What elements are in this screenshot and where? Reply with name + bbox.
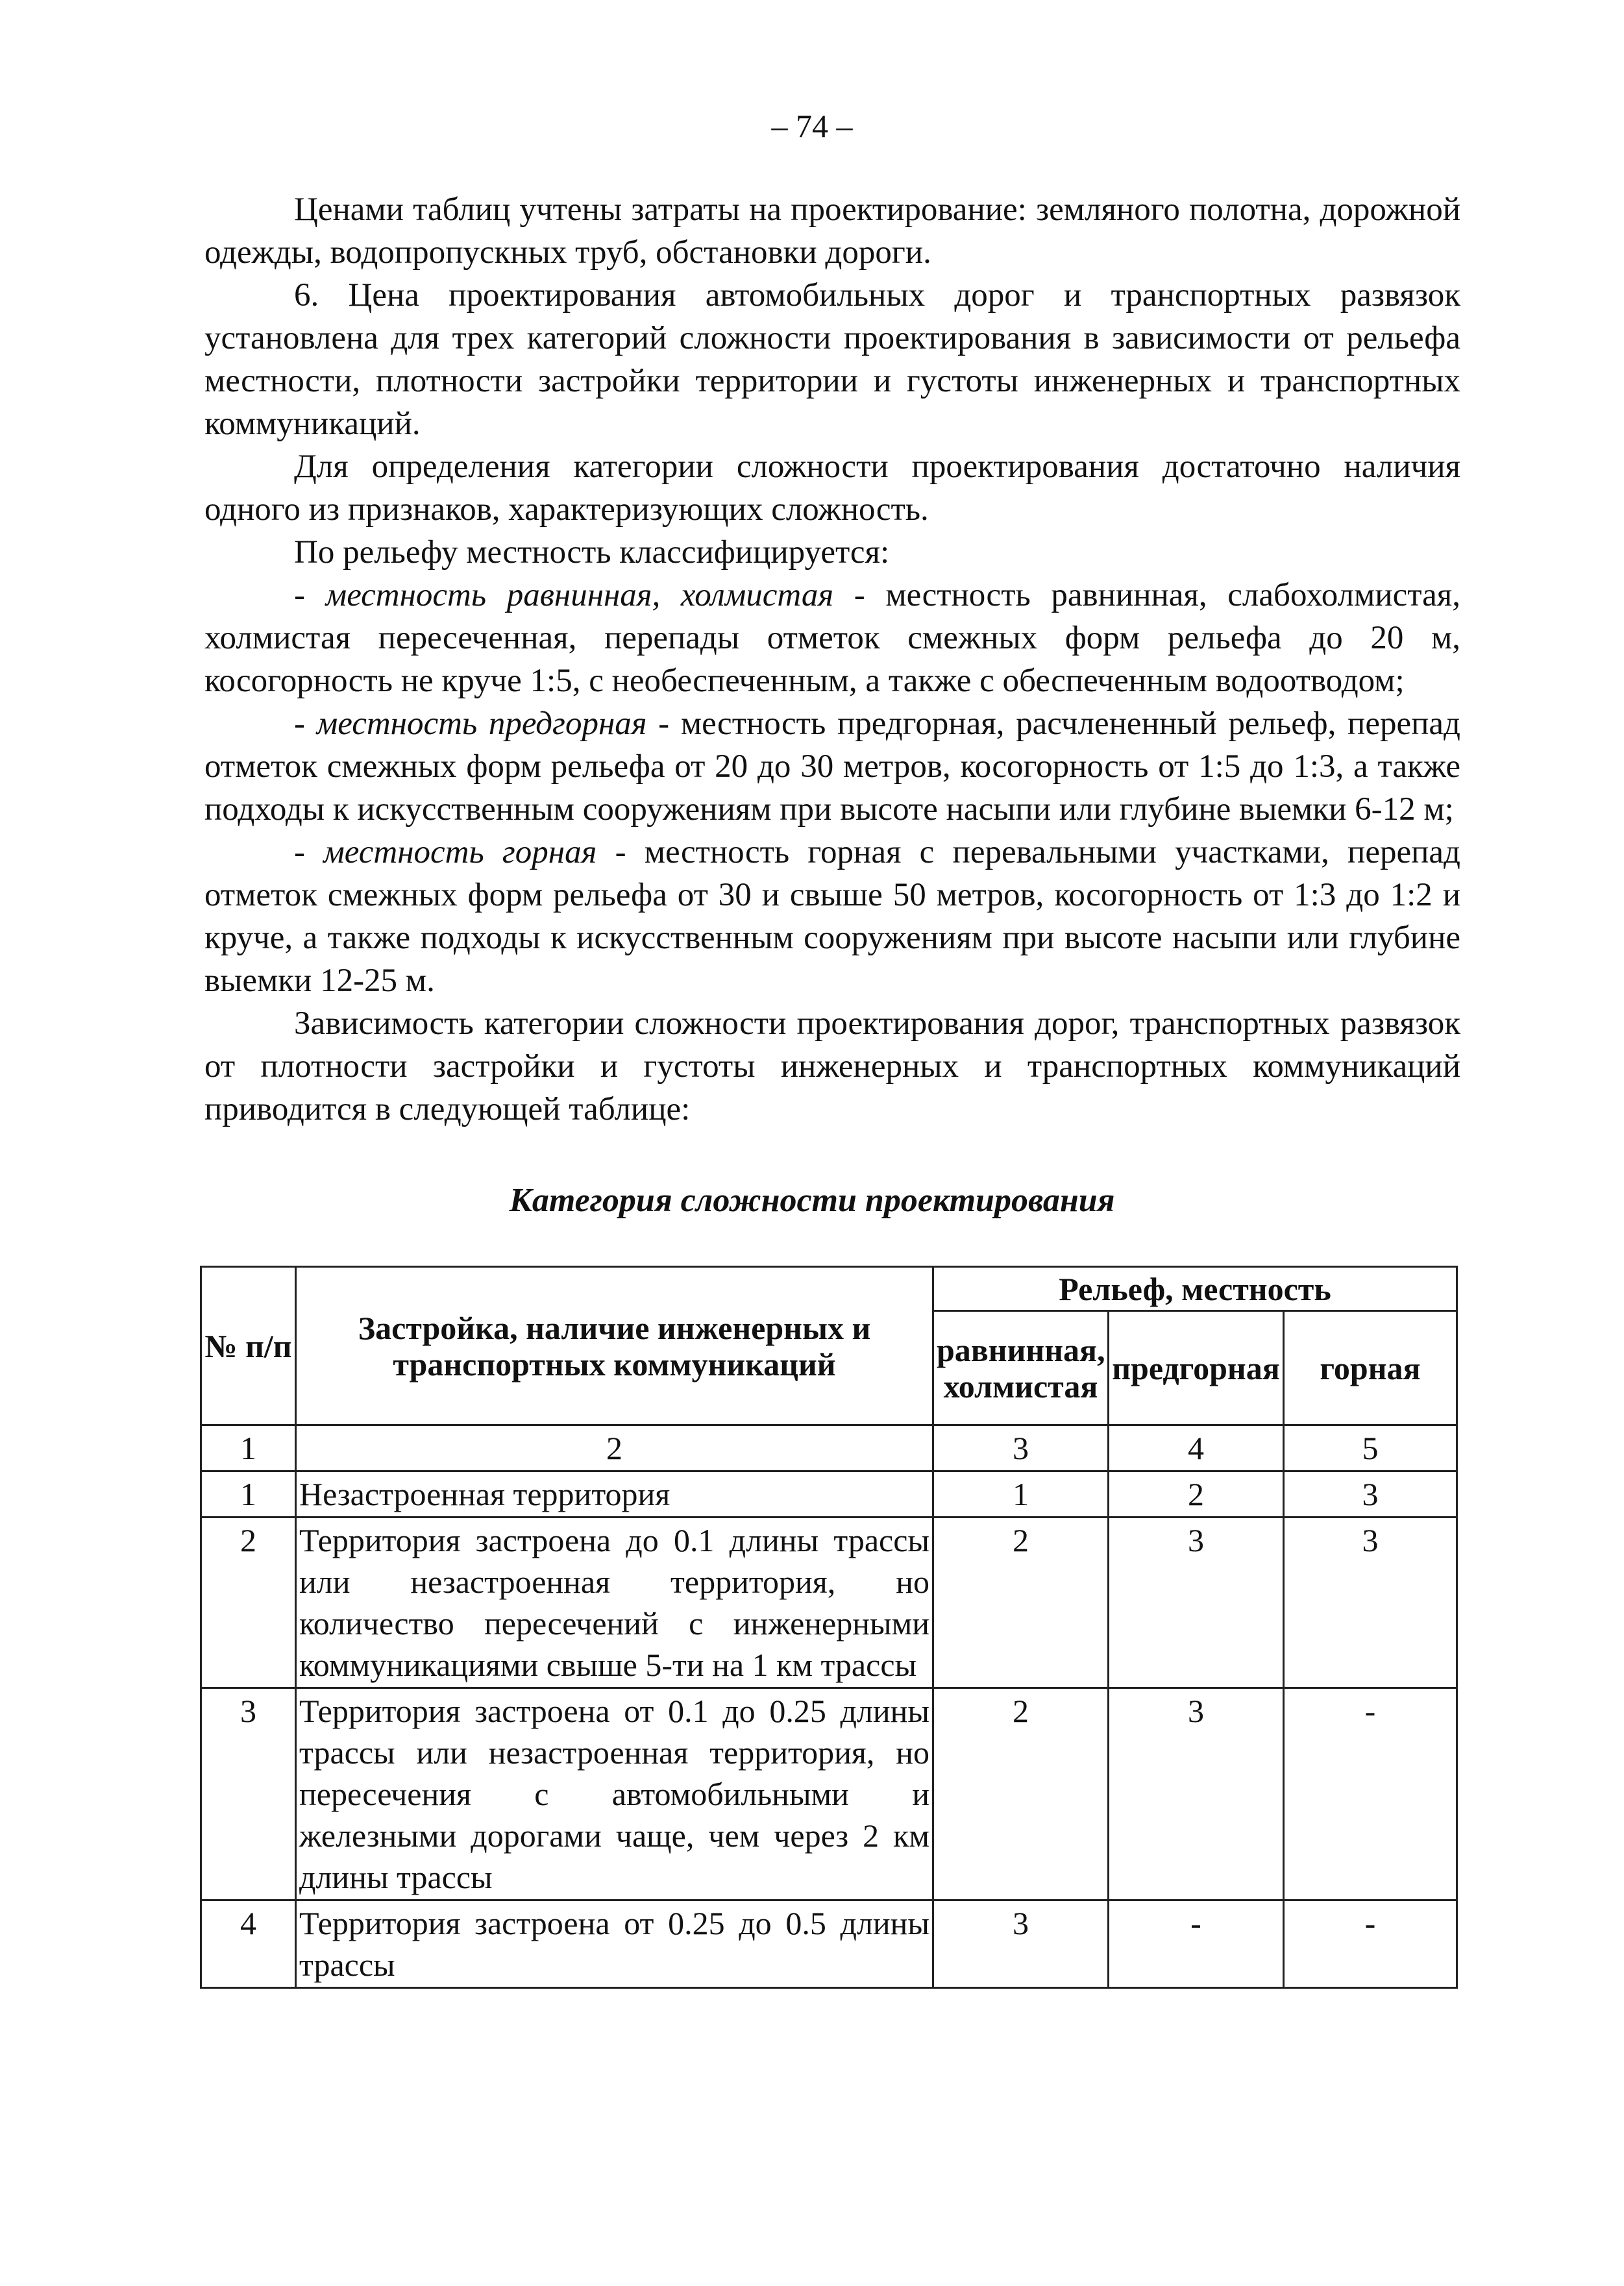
header-relief: Рельеф, местность bbox=[933, 1267, 1457, 1311]
row-mountain: 3 bbox=[1284, 1518, 1457, 1688]
column-number: 1 bbox=[201, 1425, 296, 1471]
paragraph-item-6: 6. Цена проектирования автомобильных дорог и транспортных развязок установлена для трех категорий сложности проектирования в зависимости от рельефа местности, плотности застройки территории и густоты инженерных и транспортных коммуникаций. bbox=[204, 277, 1460, 442]
table-title: Категория сложности проектирования bbox=[509, 1182, 1115, 1219]
row-mountain: - bbox=[1284, 1900, 1457, 1988]
row-number: 1 bbox=[201, 1471, 296, 1518]
text-flat: - местность равнинная, слабохолмистая, холмистая пересеченная, перепады отметок смежных форм рельефа до 20 м, косогорность не круче 1:5, с необеспеченным, а также с обеспеченным водоотводом; bbox=[204, 577, 1460, 699]
table-row bbox=[201, 1900, 1457, 1988]
row-foothill: - bbox=[1109, 1900, 1284, 1988]
complexity-table bbox=[200, 1266, 1458, 1989]
paragraph-foothill-terrain bbox=[204, 702, 1460, 831]
text-foothill: - местность предгорная, расчлененный рельеф, перепад отметок смежных форм рельефа от 20 до 30 метров, косогорность от 1:5 до 1:3, а также подходы к искусственным сооружениям при высоте насыпи или глубине выемки 6-12 м; bbox=[204, 706, 1460, 828]
row-description: Территория застроена от 0.25 до 0.5 длины трассы bbox=[296, 1900, 933, 1988]
paragraph-category-definition: Для определения категории сложности проектирования достаточно наличия одного из признаков, характеризующих сложность. bbox=[204, 449, 1460, 528]
header-mountain: горная bbox=[1284, 1311, 1457, 1425]
page-number: – 74 – bbox=[771, 108, 853, 144]
term-flat: - местность равнинная, холмистая bbox=[294, 577, 834, 613]
row-number: 2 bbox=[201, 1518, 296, 1688]
row-flat: 2 bbox=[933, 1688, 1109, 1900]
column-number: 3 bbox=[933, 1425, 1109, 1471]
row-number: 3 bbox=[201, 1688, 296, 1900]
row-description: Территория застроена от 0.1 до 0.25 длины трассы или незастроенная территория, но пересечения с автомобильными и железными дорогами чаще, чем через 2 км длины трассы bbox=[296, 1688, 933, 1900]
row-flat: 1 bbox=[933, 1471, 1109, 1518]
row-mountain: - bbox=[1284, 1688, 1457, 1900]
body-text bbox=[204, 188, 1460, 1131]
table-row bbox=[201, 1471, 1457, 1518]
paragraph-costs: Ценами таблиц учтены затраты на проектирование: земляного полотна, дорожной одежды, водопропускных труб, обстановки дороги. bbox=[204, 191, 1460, 271]
header-flat: равнинная, холмистая bbox=[933, 1311, 1109, 1425]
column-number: 5 bbox=[1284, 1425, 1457, 1471]
table-row bbox=[201, 1518, 1457, 1688]
header-number: № п/п bbox=[201, 1267, 296, 1425]
header-foothill: предгорная bbox=[1109, 1311, 1284, 1425]
row-description: Незастроенная территория bbox=[296, 1471, 933, 1518]
column-number: 2 bbox=[296, 1425, 933, 1471]
row-foothill: 3 bbox=[1109, 1688, 1284, 1900]
paragraph-relief-intro: По рельефу местность классифицируется: bbox=[294, 534, 890, 571]
row-foothill: 2 bbox=[1109, 1471, 1284, 1518]
term-foothill: - местность предгорная bbox=[294, 706, 647, 742]
term-mountain: - местность горная bbox=[294, 834, 597, 870]
row-description: Территория застроена до 0.1 длины трассы или незастроенная территория, но количество пересечений с инженерными коммуникациями свыше 5-ти на 1 км трассы bbox=[296, 1518, 933, 1688]
row-flat: 3 bbox=[933, 1900, 1109, 1988]
table-row bbox=[201, 1688, 1457, 1900]
row-foothill: 3 bbox=[1109, 1518, 1284, 1688]
column-number: 4 bbox=[1109, 1425, 1284, 1471]
paragraph-mountain-terrain bbox=[204, 831, 1460, 1002]
row-number: 4 bbox=[201, 1900, 296, 1988]
text-mountain: - местность горная с перевальными участками, перепад отметок смежных форм рельефа от 30 и свыше 50 метров, косогорность от 1:3 до 1:2 и круче, а также подходы к искусственным сооружениям при высоте насыпи или глубине выемки 12-25 м. bbox=[204, 834, 1460, 999]
row-flat: 2 bbox=[933, 1518, 1109, 1688]
column-number-row bbox=[201, 1425, 1457, 1471]
paragraph-table-intro: Зависимость категории сложности проектирования дорог, транспортных развязок от плотности застройки и густоты инженерных и транспортных коммуникаций приводится в следующей таблице: bbox=[204, 1005, 1460, 1127]
row-mountain: 3 bbox=[1284, 1471, 1457, 1518]
header-building: Застройка, наличие инженерных и транспортных коммуникаций bbox=[296, 1267, 933, 1425]
paragraph-flat-terrain bbox=[204, 574, 1460, 702]
